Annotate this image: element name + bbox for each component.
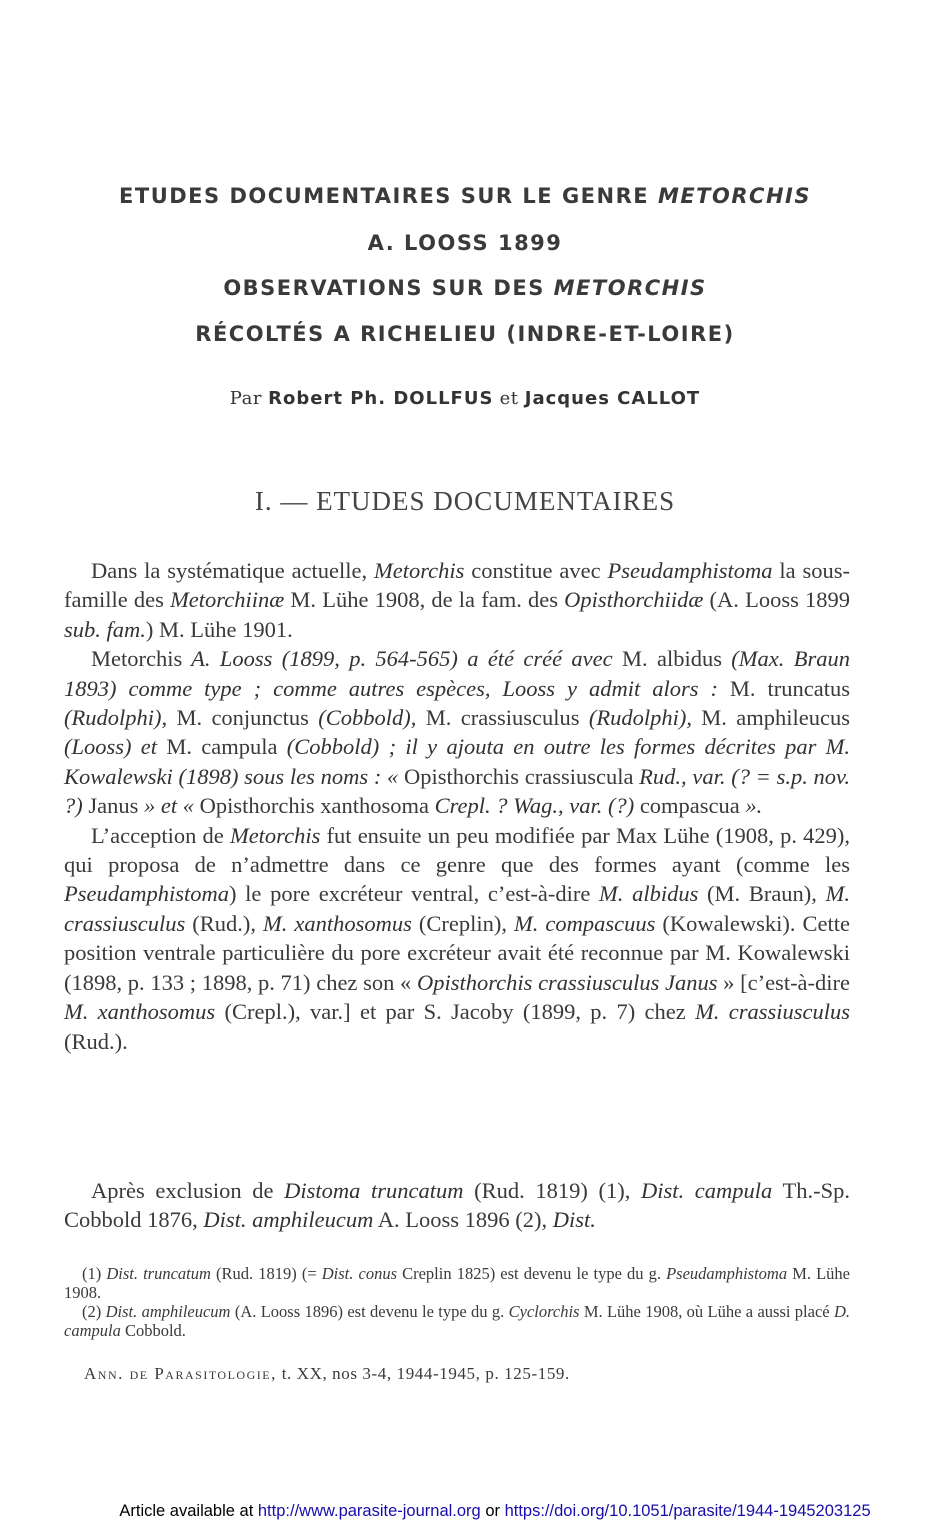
italic-term: Crepl. ? Wag., var. (?) [428,793,640,819]
text-run: (Kowalewski). Cette position ventrale particulière du pore excréteur avait été reconnue par M. Kowalewski (1898, p. 133 ; 1898, p. 71) chez son « [64,910,850,995]
italic-term: A. Looss (1899, p. 564-565) a été créé avec [182,646,622,672]
italic-term: Opisthorchis crassiusculus Janus [416,969,718,995]
italic-term: (Rudolphi), [579,705,702,731]
footnotes [64,1264,850,1340]
text-run: (Creplin), [411,910,515,936]
italic-term: Opisthorchiidæ [564,587,704,613]
text-run: M. amphileucus [701,705,850,731]
article-availability-notice [0,1502,930,1521]
byline [0,388,930,409]
italic-term: Dist. amphileucum [105,1302,231,1321]
article-title-line-2: A. LOOSS 1899 [367,231,563,255]
author-1: Robert Ph. DOLLFUS [268,388,494,409]
text-run: M. Lühe 1908, où Lühe a aussi placé [579,1302,834,1321]
italic-term: (Cobbold), [308,705,426,731]
italic-term: Dist. [552,1207,596,1233]
text-run: Th.-Sp. Cobbold 1876, [64,1178,851,1233]
paragraph-3 [64,821,850,1056]
footnote-2 [64,1302,850,1340]
journal-details: t. XX, nos 3-4, 1944-1945, p. 125-159. [276,1364,570,1383]
italic-term: D. campula [64,1302,851,1340]
article-title-line-4: RÉCOLTÉS A RICHELIEU (INDRE-ET-LOIRE) [195,322,735,346]
text-run: fut ensuite un peu modifiée par Max Lühe (1908, p. 429), qui proposa de n’admettre dans ce genre que des formes ayant (comme les [64,822,850,878]
italic-term: Distoma truncatum [284,1178,464,1203]
footnote-1 [64,1264,850,1302]
italic-term: Metorchis [229,822,321,848]
text-run: compascua [639,793,740,819]
text-run: (Rud.). [64,1028,128,1054]
text-run: Creplin 1825) est devenu le type du g. [397,1264,667,1283]
text-run: M. albidus [621,646,722,672]
text-run: Après exclusion de [91,1178,285,1203]
text-run: Cobbold. [120,1321,186,1340]
text-run: Metorchis [91,646,183,672]
text-run: (2) [82,1302,106,1321]
paragraph-1 [64,556,850,644]
paragraph-2 [64,644,850,820]
italic-term: Pseudamphistoma [607,558,773,583]
text-run: (Rud.), [185,910,264,936]
article-title-line-3 [0,276,930,300]
text-run: M. campula [166,734,278,760]
text-run: M. Lühe 1908. [64,1264,851,1302]
italic-term: Pseudamphistoma [666,1264,788,1283]
journal-link[interactable]: http://www.parasite-journal.org [257,1502,481,1520]
text-run: (Crepl.), var.] et par S. Jacoby (1899, p. 7) chez [215,999,696,1025]
text-run: Opisthorchis xanthosoma [199,793,429,819]
text-run: (1) [82,1264,107,1283]
italic-term: Dist. amphileucum [203,1207,374,1233]
author-2: Jacques CALLOT [524,388,701,409]
italic-term: Dist. campula [641,1178,773,1203]
italic-term: (Cobbold) ; il y ajouta en outre les formes décrites par M. Kowalewski (1898) sous les noms : « [64,734,850,789]
body-text-continued [64,1176,850,1235]
journal-citation [84,1364,570,1384]
italic-term: M. albidus [599,881,699,907]
journal-name: Ann. de Parasitologie, [84,1364,277,1383]
title-genus: METORCHIS [657,184,811,208]
italic-term: sub. fam. [64,616,146,642]
italic-term: Cyclorchis [508,1302,580,1321]
italic-term: Pseudamphistoma [64,881,229,907]
text-run: M. truncatus [729,675,851,701]
byline-et: et [499,388,519,409]
italic-term: (Max. Braun 1893) comme type ; comme autres espèces, Looss y admit alors : [64,646,850,701]
text-run: constitue avec [464,558,608,583]
body-text [64,556,850,1056]
text-run: (M. Braun), [698,881,826,907]
text-run: (Rud. 1819) (= [210,1264,322,1283]
text-run: la sous-famille des [64,558,850,613]
italic-term: M. crassiusculus [695,999,851,1025]
italic-term: M. xanthosomus [64,999,216,1025]
italic-term: (Looss) et [64,734,167,760]
text-run: Opisthorchis crassiuscula [404,763,634,789]
italic-term: Dist. conus [321,1264,397,1283]
text-run: (Rud. 1819) (1), [463,1178,642,1203]
text-run: ) le pore excréteur ventral, c’est-à-dire [229,881,600,907]
italic-term: ». [739,793,763,819]
article-title-line-1 [0,184,930,208]
text-run: M. Lühe 1908, de la fam. des [284,587,565,613]
italic-term: M. compascuus [514,910,656,936]
notice-or: or [480,1502,505,1520]
italic-term: » et « [138,793,200,819]
text-run: » [c’est-à-dire [717,969,851,995]
text-run: Dans la systématique actuelle, [91,558,375,583]
italic-term: (Rudolphi), [64,705,177,731]
byline-par: Par [229,388,262,409]
italic-term: Metorchiinæ [170,587,285,613]
text-run: (A. Looss 1899 [703,587,851,613]
italic-term: Dist. truncatum [106,1264,211,1283]
text-run: Janus [88,793,139,819]
title-genus: METORCHIS [553,276,707,300]
text-run: (A. Looss 1896) est devenu le type du g. [230,1302,509,1321]
italic-term: M. crassiusculus [64,881,850,936]
italic-term: Metorchis [374,558,465,583]
title-text: ETUDES DOCUMENTAIRES SUR LE GENRE [119,184,650,208]
title-text: OBSERVATIONS SUR DES [223,276,545,300]
italic-term: M. xanthosomus [263,910,412,936]
doi-link[interactable]: https://doi.org/10.1051/parasite/1944-1945203125 [504,1502,871,1520]
paragraph-4 [64,1176,850,1235]
text-run: M. conjunctus [176,705,309,731]
notice-prefix: Article available at [119,1502,258,1520]
text-run: M. crassiusculus [425,705,580,731]
text-run: A. Looss 1896 (2), [373,1207,553,1233]
text-run: ) M. Lühe 1901. [145,616,293,642]
italic-term: Rud., var. (? = s.p. nov. ?) [64,763,850,819]
section-heading: I. — ETUDES DOCUMENTAIRES [254,486,676,516]
text-run: L’acception de [91,822,230,848]
